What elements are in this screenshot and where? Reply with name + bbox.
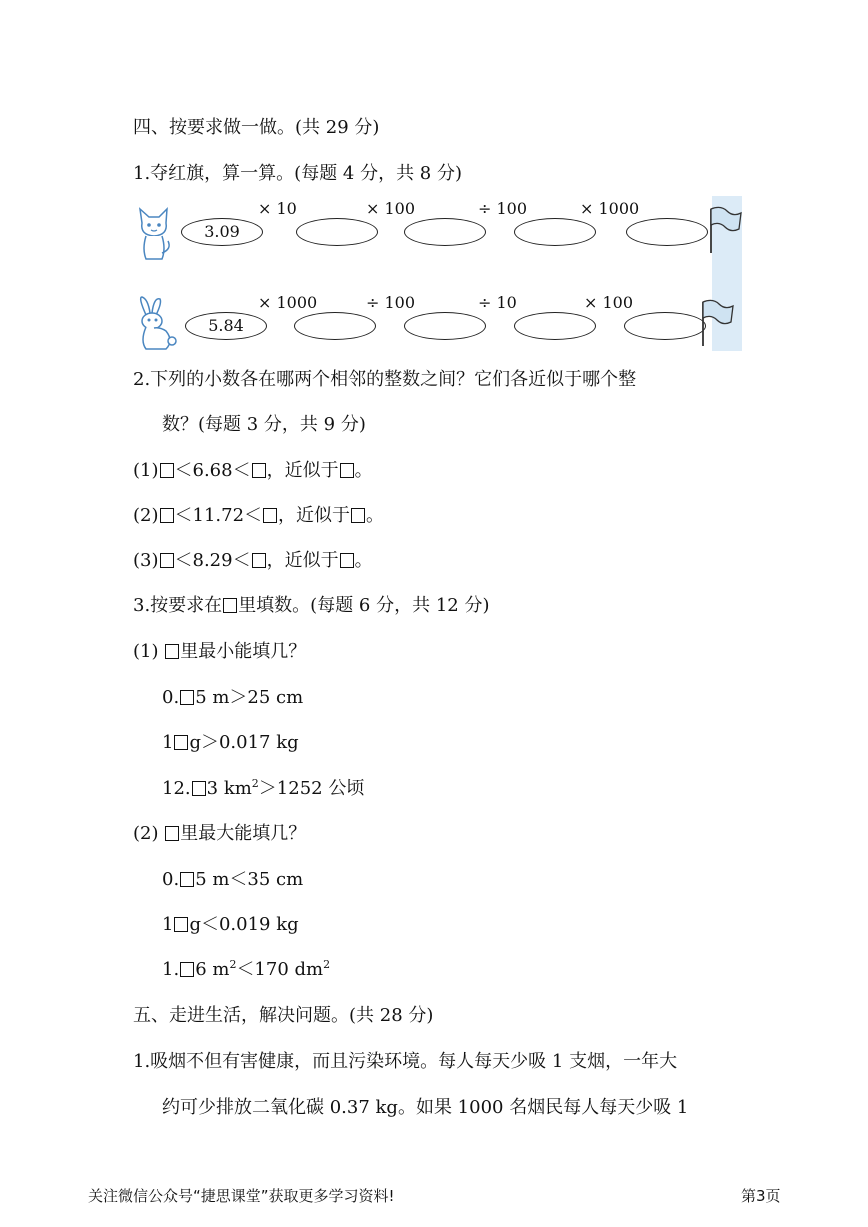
answer-box[interactable] xyxy=(340,553,354,568)
cat-icon xyxy=(134,205,174,263)
start-oval-row2: 5.84 xyxy=(185,312,267,340)
box-symbol xyxy=(165,644,179,659)
answer-oval[interactable] xyxy=(294,312,376,340)
operation-label: × 100 xyxy=(584,293,634,312)
answer-box[interactable] xyxy=(252,553,266,568)
answer-box[interactable] xyxy=(192,781,206,796)
answer-box[interactable] xyxy=(160,508,174,523)
fill-item: 1. 6 $m^2<170$ $dm^2$ xyxy=(162,958,331,980)
answer-box[interactable] xyxy=(263,508,277,523)
answer-box[interactable] xyxy=(174,917,188,932)
question-3-title: 3.按要求在 里填数。(每题 6 分，共 12 分) xyxy=(133,595,490,616)
answer-oval[interactable] xyxy=(514,312,596,340)
operation-label: × 1000 xyxy=(258,293,318,312)
box-symbol xyxy=(165,826,179,841)
answer-oval[interactable] xyxy=(296,218,378,246)
operation-label: ÷ 100 xyxy=(478,199,528,218)
answer-oval[interactable] xyxy=(404,218,486,246)
answer-oval[interactable] xyxy=(404,312,486,340)
question-3-part-2: (2) 里最大能填几？ xyxy=(133,823,307,844)
answer-box[interactable] xyxy=(174,735,188,750)
question-2-item: (1) ＜6.68＜ ，近似于 。 xyxy=(133,460,373,481)
flag-icon xyxy=(697,298,735,348)
flag-icon xyxy=(705,205,743,255)
question-1-title: 1.夺红旗，算一算。(每题 4 分，共 8 分) xyxy=(133,163,463,184)
fill-item: 1 g＜0.019 kg xyxy=(162,914,299,935)
question-2-title-continued: 数？(每题 3 分，共 9 分) xyxy=(162,414,366,435)
answer-box[interactable] xyxy=(340,463,354,478)
operation-label: ÷ 100 xyxy=(366,293,416,312)
section-4-title: 四、按要求做一做。(共 29 分) xyxy=(133,117,380,138)
problem-text-continued: 约可少排放二氧化碳 0.37 kg。如果 1000 名烟民每人每天少吸 1 xyxy=(162,1097,689,1118)
fill-item: 12. 3 $km^2>1252$ 公顷 xyxy=(162,777,365,799)
fill-item: 0. 5 m＞25 cm xyxy=(162,687,304,708)
operation-label: × 10 xyxy=(258,199,297,218)
question-2-item: (3) ＜8.29＜ ，近似于 。 xyxy=(133,550,373,571)
page-number: 第3页 xyxy=(741,1187,781,1205)
answer-box[interactable] xyxy=(160,463,174,478)
fill-item: 0. 5 m＜35 cm xyxy=(162,869,304,890)
answer-box[interactable] xyxy=(180,872,194,887)
answer-box[interactable] xyxy=(160,553,174,568)
fill-item: 1 g＞0.017 kg xyxy=(162,732,299,753)
operation-label: × 100 xyxy=(366,199,416,218)
answer-oval[interactable] xyxy=(514,218,596,246)
answer-oval[interactable] xyxy=(624,312,706,340)
start-oval-row1: 3.09 xyxy=(181,218,263,246)
rabbit-icon xyxy=(132,295,178,353)
question-3-part-1: (1) 里最小能填几？ xyxy=(133,641,307,662)
answer-oval[interactable] xyxy=(626,218,708,246)
problem-text: 1.吸烟不但有害健康，而且污染环境。每人每天少吸 1 支烟，一年大 xyxy=(133,1051,678,1072)
operation-label: ÷ 10 xyxy=(478,293,517,312)
section-5-title: 五、走进生活，解决问题。(共 28 分) xyxy=(133,1005,434,1026)
answer-box[interactable] xyxy=(351,508,365,523)
operation-label: × 1000 xyxy=(580,199,640,218)
question-2-title: 2.下列的小数各在哪两个相邻的整数之间？它们各近似于哪个整 xyxy=(133,369,637,390)
answer-box[interactable] xyxy=(180,962,194,977)
box-symbol xyxy=(223,598,237,613)
answer-box[interactable] xyxy=(252,463,266,478)
footer-note: 关注微信公众号“捷思课堂”获取更多学习资料! xyxy=(88,1187,395,1205)
answer-box[interactable] xyxy=(180,690,194,705)
question-2-item: (2) ＜11.72＜ ，近似于 。 xyxy=(133,505,385,526)
